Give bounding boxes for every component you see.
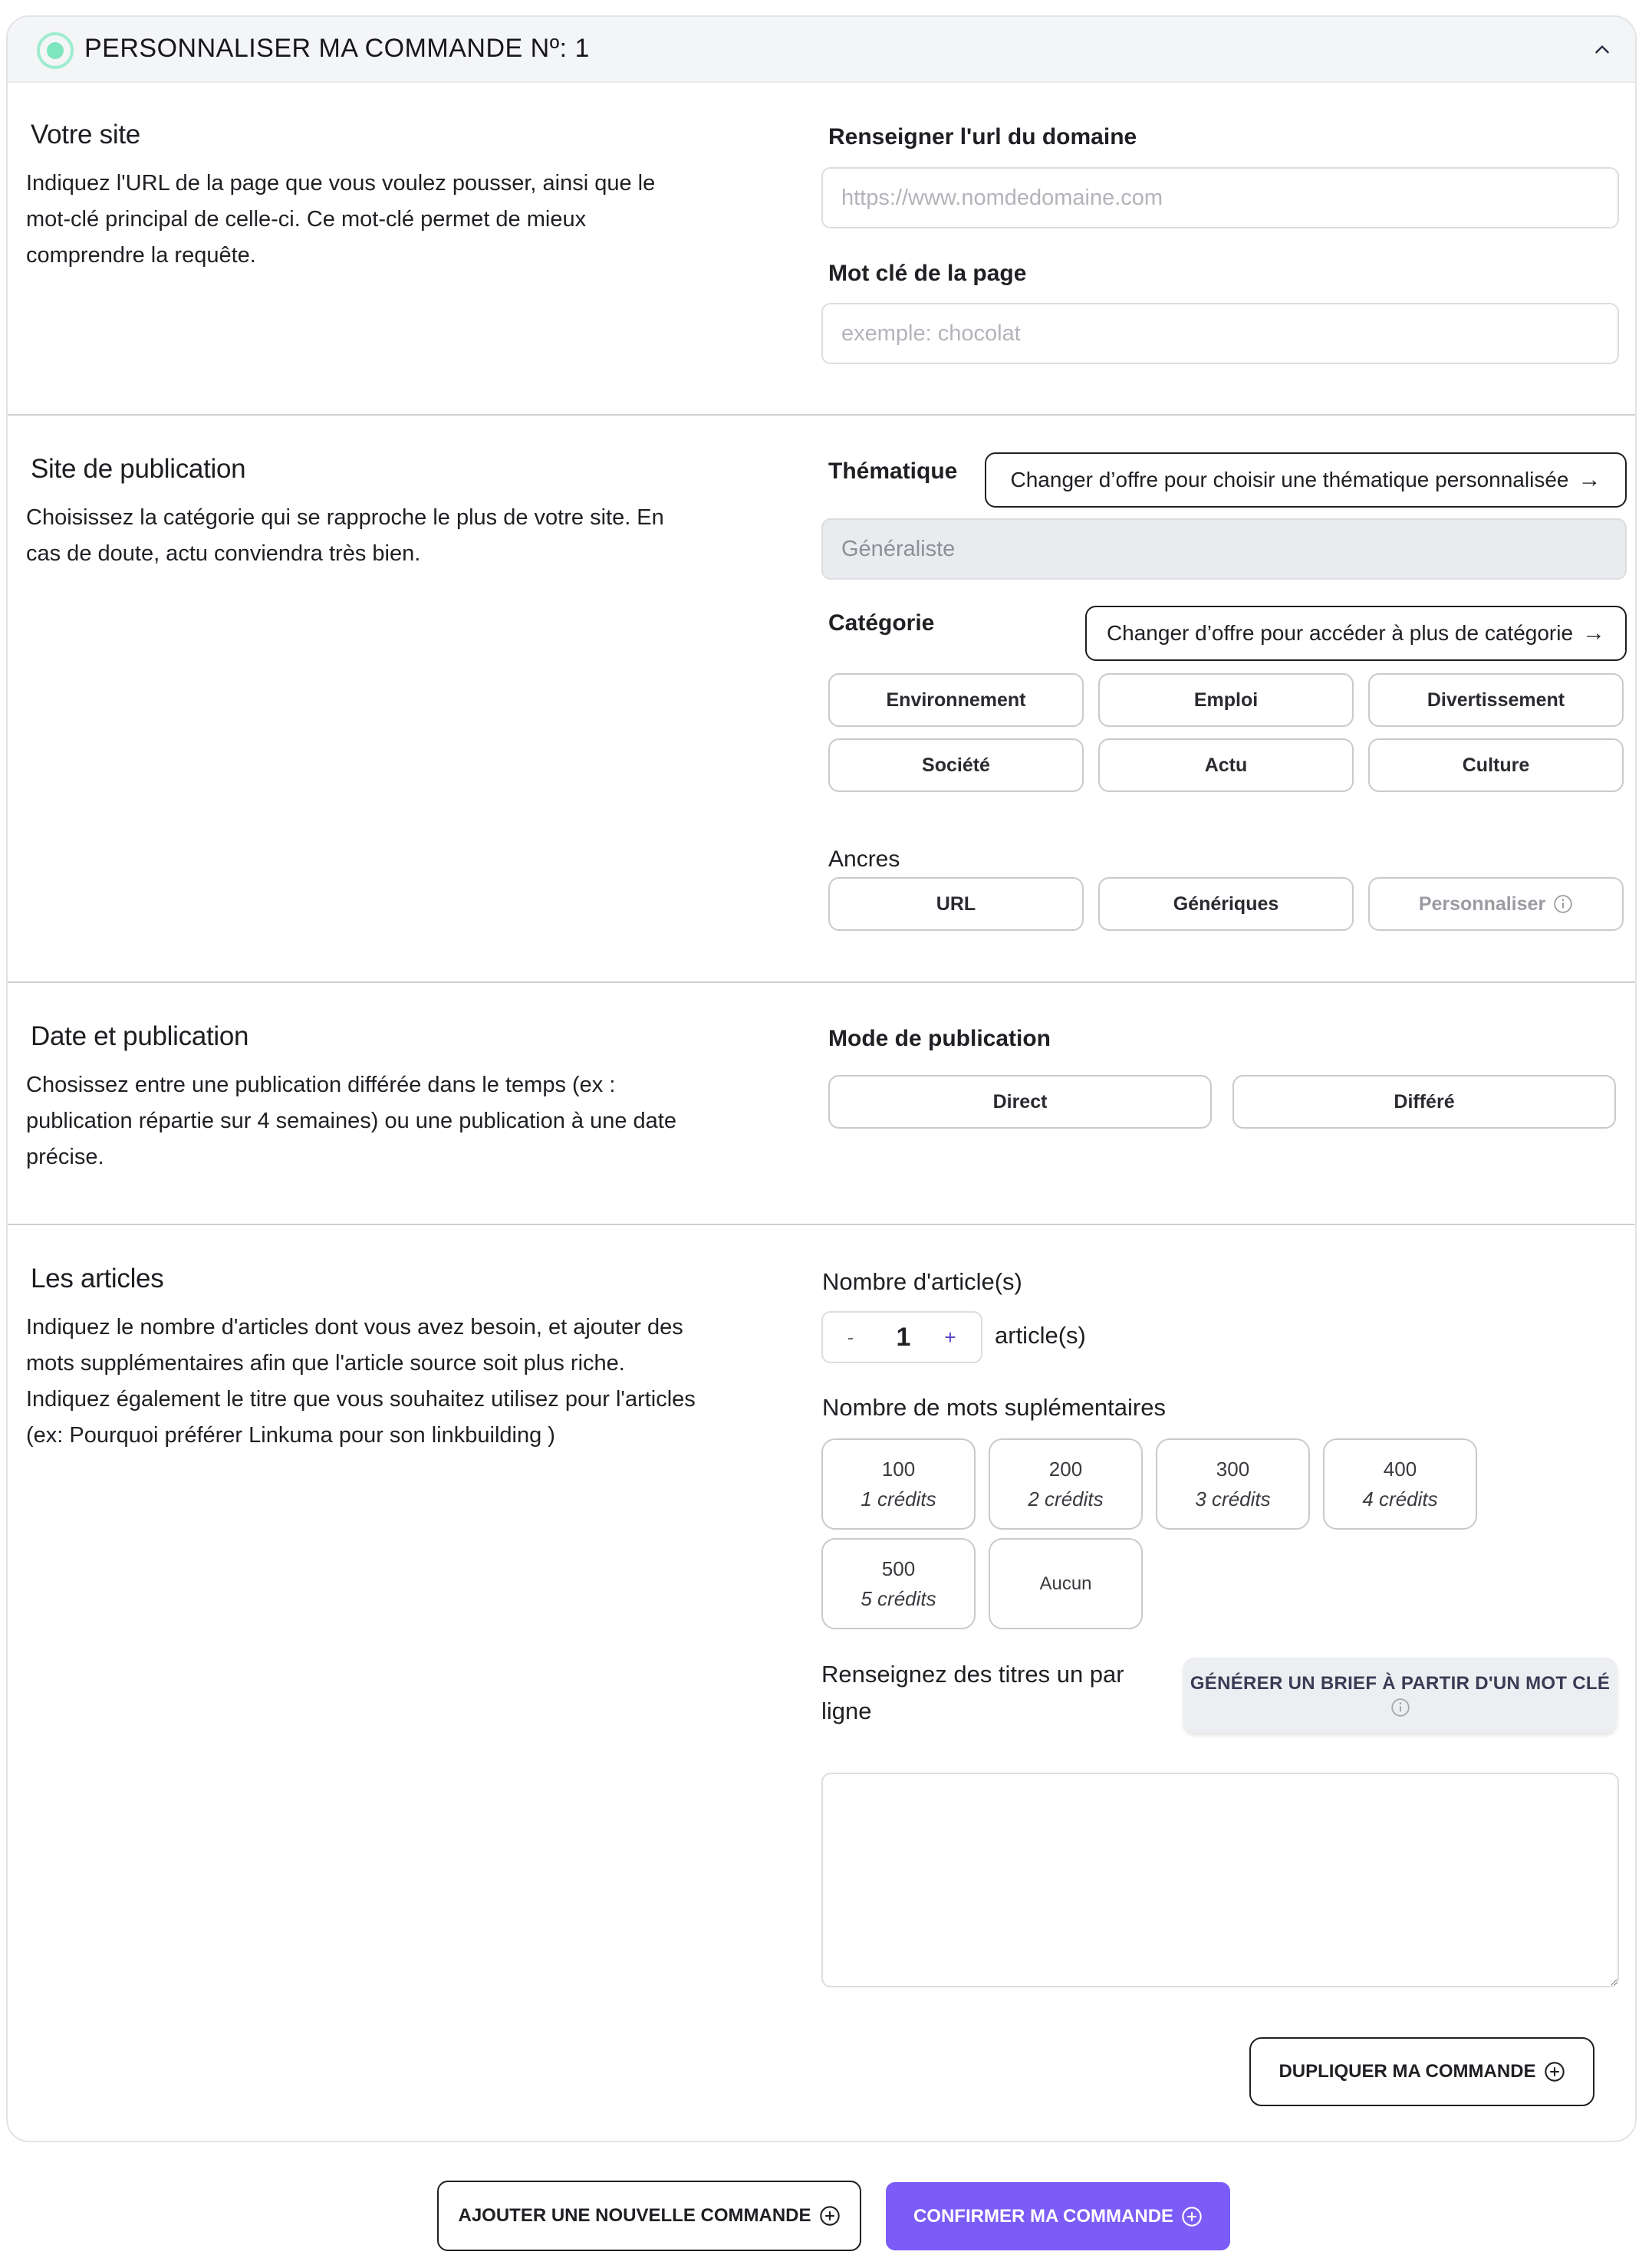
- chevron-up-icon[interactable]: [1592, 40, 1612, 60]
- word-count: 400: [1383, 1457, 1417, 1481]
- article-count-stepper[interactable]: [821, 1311, 982, 1363]
- word-count: Aucun: [1039, 1573, 1092, 1594]
- category-offer-button[interactable]: [1085, 606, 1627, 661]
- generate-brief-label: GÉNÉRER UN BRIEF À PARTIR D'UN MOT CLÉ: [1190, 1673, 1611, 1694]
- word-option-200[interactable]: [989, 1438, 1143, 1530]
- anchor-url[interactable]: URL: [828, 877, 1084, 931]
- confirm-order-button[interactable]: [886, 2182, 1230, 2250]
- anchor-personnaliser[interactable]: [1368, 877, 1624, 931]
- add-order-label: AJOUTER UNE NOUVELLE COMMANDE: [458, 2205, 811, 2226]
- titles-label: Renseignez des titres un par ligne: [821, 1661, 1124, 1724]
- increment-button[interactable]: +: [944, 1325, 956, 1349]
- order-title: PERSONNALISER MA COMMANDE Nº: 1: [84, 34, 590, 63]
- section-desc-publication-site: Choisissez la catégorie qui se rapproche le plus de votre site. En cas de doute, actu conviendra très bien.: [26, 505, 664, 566]
- category-emploi[interactable]: Emploi: [1098, 673, 1354, 727]
- section-desc-articles: Indiquez le nombre d'articles dont vous avez besoin, et ajouter des mots supplémentaires afin que l'article source soit plus riche. Indiquez également le titre que vous souhaitez utilisez pour l'articles (ex: Pourquoi préférer Linkuma pour son linkbuilding ): [26, 1315, 696, 1448]
- word-count: 200: [1048, 1457, 1083, 1481]
- article-count-unit: article(s): [995, 1322, 1086, 1349]
- section-desc-site: Indiquez l'URL de la page que vous voulez pousser, ainsi que le mot-clé principal de celle-ci. Ce mot-clé permet de mieux comprendre la requête.: [26, 171, 656, 268]
- article-count-value: 1: [896, 1322, 911, 1352]
- word-count: 100: [881, 1457, 916, 1481]
- category-label: Catégorie: [828, 610, 935, 636]
- word-count: 300: [1216, 1457, 1250, 1481]
- word-count: 500: [881, 1556, 916, 1580]
- theme-field: Généraliste: [821, 518, 1627, 580]
- word-option-300[interactable]: [1156, 1438, 1310, 1530]
- url-input[interactable]: [821, 167, 1619, 228]
- category-divertissement[interactable]: Divertissement: [1368, 673, 1624, 727]
- section-title-articles: Les articles: [31, 1264, 164, 1293]
- word-credits: 4 crédits: [1362, 1487, 1438, 1510]
- section-title-publication-site: Site de publication: [31, 454, 246, 484]
- duplicate-order-label: DUPLIQUER MA COMMANDE: [1278, 2061, 1536, 2082]
- theme-offer-button[interactable]: [985, 452, 1627, 508]
- url-label: Renseigner l'url du domaine: [828, 124, 1137, 150]
- section-divider: [8, 414, 1635, 416]
- confirm-order-label: CONFIRMER MA COMMANDE: [913, 2205, 1174, 2227]
- order-card-header[interactable]: [8, 17, 1635, 83]
- keyword-label: Mot clé de la page: [828, 261, 1027, 286]
- info-icon: [1390, 1698, 1410, 1717]
- info-icon: [1553, 894, 1573, 914]
- status-indicator-icon: [37, 32, 74, 69]
- section-title-site: Votre site: [31, 120, 140, 150]
- arrow-right-icon: →: [1582, 620, 1606, 646]
- plus-circle-icon: [1544, 2061, 1565, 2082]
- theme-label: Thématique: [828, 459, 958, 484]
- word-option-400[interactable]: [1323, 1438, 1477, 1530]
- category-societe[interactable]: Société: [828, 738, 1084, 792]
- category-actu[interactable]: Actu: [1098, 738, 1354, 792]
- add-order-button[interactable]: [437, 2181, 861, 2251]
- mode-label: Mode de publication: [828, 1026, 1051, 1051]
- extra-words-label: Nombre de mots suplémentaires: [822, 1394, 1166, 1421]
- word-credits: 2 crédits: [1028, 1487, 1104, 1510]
- anchor-personnaliser-label: Personnaliser: [1418, 892, 1546, 915]
- word-option-500[interactable]: [821, 1538, 976, 1629]
- section-title-date: Date et publication: [31, 1021, 249, 1051]
- anchors-label: Ancres: [828, 846, 900, 872]
- section-desc-date: Chosissez entre une publication différée dans le temps (ex : publication répartie sur 4 semaines) ou une publication à une date précise.: [26, 1073, 676, 1169]
- category-offer-label: Changer d’offre pour accéder à plus de catégorie: [1106, 621, 1574, 645]
- decrement-button[interactable]: -: [847, 1325, 854, 1349]
- section-divider: [8, 981, 1635, 983]
- word-credits: 5 crédits: [861, 1586, 936, 1610]
- duplicate-order-button[interactable]: [1249, 2037, 1594, 2106]
- article-count-label: Nombre d'article(s): [822, 1268, 1022, 1295]
- word-option-none[interactable]: [989, 1538, 1143, 1629]
- anchor-generiques[interactable]: Génériques: [1098, 877, 1354, 931]
- mode-differe[interactable]: Différé: [1232, 1075, 1616, 1129]
- generate-brief-button[interactable]: [1183, 1658, 1617, 1733]
- theme-offer-label: Changer d’offre pour choisir une thématique personnalisée: [1010, 468, 1569, 491]
- plus-circle-icon: [819, 2205, 841, 2227]
- mode-direct[interactable]: Direct: [828, 1075, 1212, 1129]
- section-divider: [8, 1224, 1635, 1225]
- category-culture[interactable]: Culture: [1368, 738, 1624, 792]
- word-credits: 3 crédits: [1195, 1487, 1271, 1510]
- keyword-input[interactable]: [821, 303, 1619, 364]
- word-option-100[interactable]: [821, 1438, 976, 1530]
- word-credits: 1 crédits: [861, 1487, 936, 1510]
- category-environnement[interactable]: Environnement: [828, 673, 1084, 727]
- arrow-right-icon: →: [1578, 467, 1601, 492]
- titles-textarea[interactable]: [821, 1773, 1619, 1987]
- plus-circle-icon: [1181, 2206, 1203, 2227]
